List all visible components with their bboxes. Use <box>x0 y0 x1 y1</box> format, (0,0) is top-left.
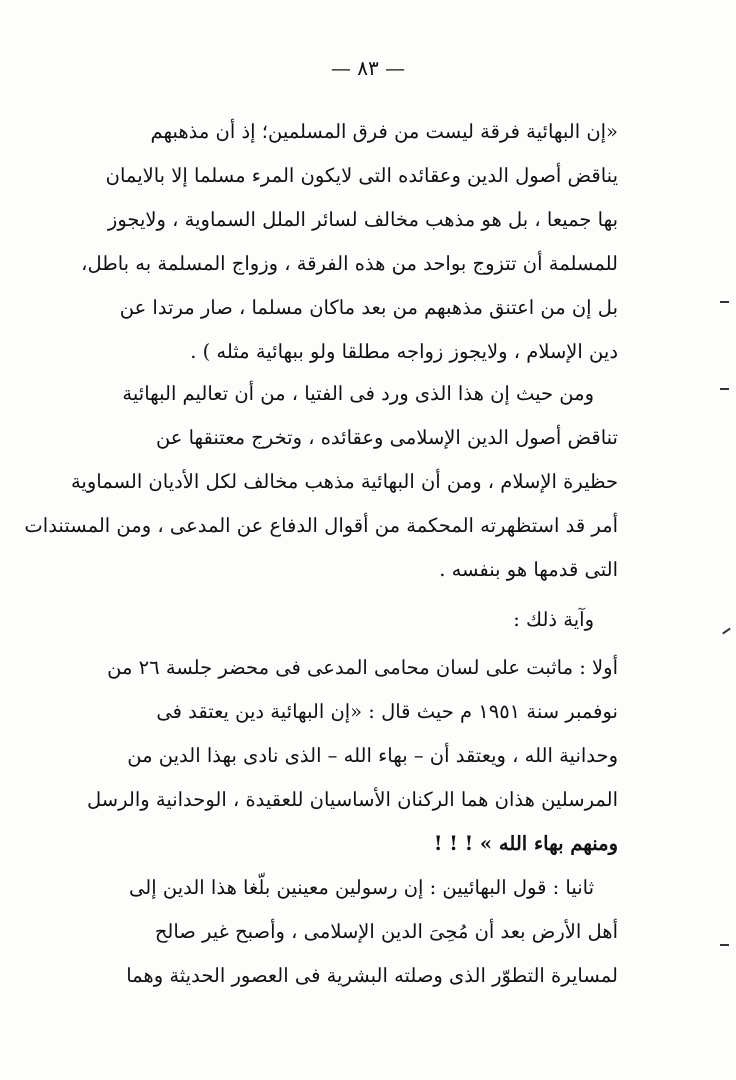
text-line: ثانيا : قول البهائيين : إن رسولين معينين بلّغا هذا الدين إلى <box>129 876 594 899</box>
text-line: للمسلمة أن تتزوج بواحد من هذه الفرقة ، وزواج المسلمة به باطل، <box>81 252 618 275</box>
text-line: ومنهم بهاء الله » ! ! ! <box>433 832 618 855</box>
margin-scan-mark <box>720 388 729 390</box>
text-line: لمسايرة التطوّر الذى وصلته البشرية فى العصور الحديثة وهما <box>126 964 618 987</box>
text-line: حظيرة الإسلام ، ومن أن البهائية مذهب مخالف لكل الأديان السماوية <box>70 470 618 493</box>
text-line: أمر قد استظهرته المحكمة من أقوال الدفاع عن المدعى ، ومن المستندات <box>24 514 618 537</box>
paragraph-first-evidence <box>87 646 618 866</box>
text-line: المرسلين هذان هما الركنان الأساسيان للعقيدة ، الوحدانية والرسل <box>87 788 618 811</box>
text-line: وآية ذلك : <box>513 608 594 631</box>
text-line: وحدانية الله ، ويعتقد أن – بهاء الله – الذى نادى بهذا الدين من <box>127 744 618 767</box>
paragraph-court-finding <box>24 372 618 592</box>
text-line: أولا : ماثبت على لسان محامى المدعى فى محضر جلسة ٢٦ من <box>107 656 618 679</box>
paragraph-evidence-heading <box>120 598 618 642</box>
text-line: يناقض أصول الدين وعقائده التى لايكون المرء مسلما إلا بالايمان <box>105 164 618 187</box>
margin-scan-mark <box>722 628 731 635</box>
text-line: تناقض أصول الدين الإسلامى وعقائده ، وتخرج معتنقها عن <box>155 426 618 449</box>
margin-scan-mark <box>720 301 729 303</box>
text-line: بها جميعا ، بل هو مذهب مخالف لسائر الملل السماوية ، ولايجوز <box>107 208 618 231</box>
text-line: نوفمبر سنة ١٩٥١ م حيث قال : «إن البهائية دين يعتقد فى <box>156 700 618 723</box>
text-line: بل إن من اعتنق مذهبهم من بعد ماكان مسلما ، صار مرتدا عن <box>119 296 618 319</box>
text-line: أهل الأرض بعد أن مُحِىَ الدين الإسلامى ، وأصبح غير صالح <box>154 920 618 943</box>
paragraph-second-evidence <box>120 866 618 998</box>
text-line: «إن البهائية فرقة ليست من فرق المسلمين؛ إذ أن مذهبهم <box>150 120 618 143</box>
text-line: التى قدمها هو بنفسه . <box>439 558 618 581</box>
paragraph-fatwa-quote <box>81 110 618 374</box>
page-number: — ٨٣ — <box>330 56 406 80</box>
text-line: ومن حيث إن هذا الذى ورد فى الفتيا ، من أن تعاليم البهائية <box>122 382 594 405</box>
text-line: دين الإسلام ، ولايجوز زواجه مطلقا ولو ببهائية مثله ) . <box>190 340 618 363</box>
margin-scan-mark <box>720 944 729 946</box>
